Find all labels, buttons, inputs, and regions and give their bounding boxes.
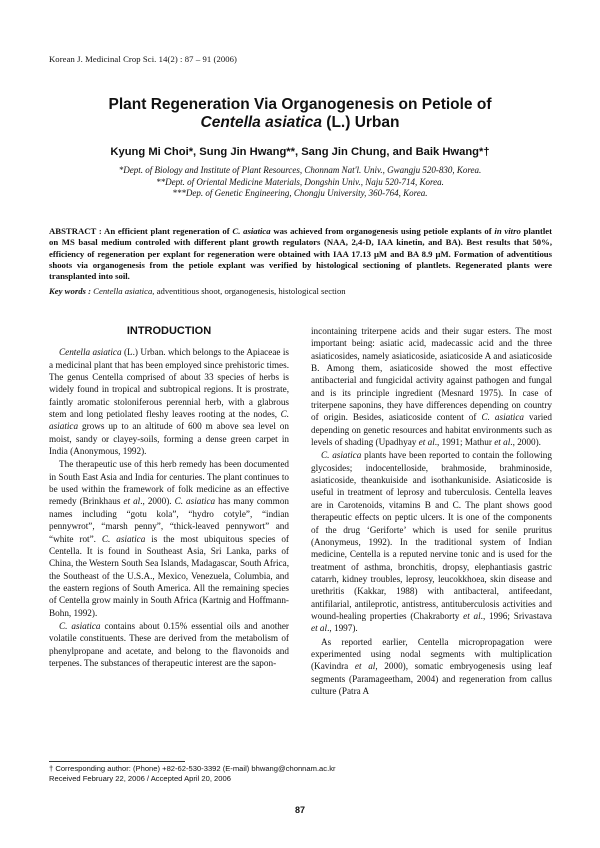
title-authority: (L.) Urban bbox=[321, 114, 400, 131]
p1-species-2: C. asiatica bbox=[49, 409, 289, 432]
p1-species: Centella asiatica bbox=[59, 347, 122, 358]
footnote-rule bbox=[49, 761, 185, 762]
keywords-species: Centella asiatica bbox=[93, 286, 153, 296]
affiliations bbox=[40, 165, 560, 200]
page-number: 87 bbox=[294, 805, 305, 815]
keywords bbox=[49, 286, 552, 296]
left-column bbox=[49, 325, 289, 669]
author-list: Kyung Mi Choi*, Sung Jin Hwang**, Sang Jin Chung, and Baik Hwang*† bbox=[110, 146, 490, 158]
received-dates: Received February 22, 2006 / Accepted April 20, 2006 bbox=[49, 774, 231, 783]
abstract-text-3: plantlet on MS basal medium controled with different plant growth regulators (NAA, 2,4-D, IAA kinetin, and BA). Best results that 50%, efficiency of regeneration per explant for regeneration were obtained with IAA 17.13 μM and BA 8.9 μM. Formation of adventitious shoots via organogenesis from the petiole explant was verified by histological sectioning of plantlets. Regenerated plants were transplanted into soil. bbox=[49, 226, 553, 282]
p3-species: C. asiatica bbox=[59, 620, 101, 631]
p1-text-b: (L.) Urban. which belongs to the Apiaceae is a medicinal plant that has been employed since prehistoric times. The genus Centella comprised of about 33 species of herbs is widely found in tropical and subtropical regions. It is prostrate, faintly aromatic stoloniferous perennial herb, with a glabrous stem and long petiolated fleshy leaves rooting at the nodes, bbox=[49, 347, 289, 420]
affiliation-1: *Dept. of Biology and Institute of Plant Resources, Chonnam Nat'l. Univ., Gwangju 520-830, Korea. bbox=[118, 165, 482, 175]
p3-text-d: varied depending on genetic resources and habitat environments such as levels of shading (Upadhyay bbox=[311, 412, 552, 448]
p4-text-b: plants have been reported to contain the following glycosides; indocentelloside, brahmoside, brahminoside, asiaticoside, theankuiside and isothankuniside. Asiaticoside is useful in treatment of leprosy and tuberculosis. Centella leaves are in Carotenoids, vitamins B and C. The plant shows good therapeutic effects on peptic ulcers. It is one of the components of the drug ‘Geriforte’ which is used for senile pruritus (Anonymeus, 1992). In the traditional system of Indian medicine, Centella is a reputed nervine tonic and is used for the treatment of asthma, bronchitis, dropsy, elephantiasis gastric catarrh, kidney troubles, leprosy, leucokkhoea, skin disease and urethritis (Kakkar, 1988) with antibacteral, antifeedant, antifilarial, antileprotic, antistress, antituberculosis activities and wound-healing properties (Chakraborty bbox=[311, 450, 552, 621]
p1-text-d: grows up to an altitude of 600 m above sea level on moist, sandy or clayey-soils, forming a dense green carpet in India (Anonymous, 1992). bbox=[49, 421, 289, 457]
p3-text-f: ., 1991; Mathur bbox=[434, 437, 495, 448]
p2-species: C. asiatica bbox=[174, 496, 216, 507]
keywords-rest: , adventitious shoot, organogenesis, histological section bbox=[152, 286, 346, 296]
abstract-species: C. asiatica bbox=[232, 226, 271, 236]
p2-text-e: has many common names including “gotu kola”, “hydro cotyle”, “indian pennywrot”, “marsh penny”, “thick-leaved pennywort” and “white rot”. bbox=[49, 496, 290, 544]
p4-etal: et al bbox=[463, 610, 481, 621]
p5-text-c: , 2000), somatic embryogenesis using leaf segments (Paramageetham, 2004) and regeneration from callus culture (Patra A bbox=[311, 661, 552, 696]
abstract-text-1: An efficient plant regeneration of bbox=[104, 226, 233, 236]
p2-text-g: is the most ubiquitous species of Centella. It is found in Southeast Asia, Sri Lanka, parks of China, the Western South Sea Islands, Madagascar, South Africa, the Southeast of the U.S.A., Mexico, Venezuela, Columbia, and the eastern regions of South America. All the remaining species of Centella grow mainly in South Africa (Kartnig and Hoffmann-Bohn, 1992). bbox=[49, 533, 289, 618]
p3-etal: et al bbox=[418, 437, 435, 448]
article-title bbox=[40, 96, 560, 132]
p3-species-2: C. asiatica bbox=[481, 412, 524, 423]
p2-species-2: C. asiatica bbox=[101, 533, 146, 544]
intro-paragraph-5 bbox=[311, 636, 552, 698]
p5-text-a: As reported earlier, Centella micropropagation were experimented using nodal segments with multiplication (Kavindra bbox=[311, 636, 552, 672]
abstract-text-2: was achieved from organogenesis using petiole explants of bbox=[270, 226, 495, 236]
p2-etal: et al bbox=[123, 496, 141, 507]
intro-paragraph-3-cont bbox=[311, 325, 552, 448]
p3-etal-2: et al bbox=[494, 437, 511, 448]
right-column bbox=[311, 325, 552, 697]
abstract-invitro: in vitro bbox=[494, 226, 521, 236]
intro-paragraph-2 bbox=[49, 458, 289, 618]
corresponding-author-note: † Corresponding author: (Phone) +82-62-530-3392 (E-mail) bhwang@chonnam.ac.kr bbox=[49, 764, 336, 773]
intro-paragraph-3 bbox=[49, 620, 289, 669]
p2-text-a: The therapeutic use of this herb remedy has been documented in South East Asia and India for centuries. The plant continues to be used within the framework of folk medicine as an effective remedy (Brinkhaus bbox=[49, 459, 289, 507]
affiliation-3: ***Dep. of Genetic Engineering, Chongju University, 360-764, Korea. bbox=[172, 188, 428, 199]
p3-text-b: contains about 0.15% essential oils and another volatile constituents. These are derived from the metabolism of phenylpropane and acetate, and belong to the flavonoids and terpenes. The substances of therapeutic interest are the sapon- bbox=[49, 620, 289, 668]
intro-paragraph-1 bbox=[49, 346, 289, 457]
abstract-label: ABSTRACT : bbox=[49, 226, 105, 236]
title-species: Centella asiatica bbox=[200, 114, 322, 131]
abstract bbox=[49, 226, 552, 282]
intro-paragraph-4 bbox=[311, 449, 552, 634]
p4-text-f: ., 1997). bbox=[327, 623, 358, 634]
title-line-2 bbox=[40, 114, 560, 132]
p4-text-d: ., 1996; Srivastava bbox=[480, 610, 552, 621]
p2-text-c: ., 2000). bbox=[140, 496, 175, 507]
p3-text-h: ., 2000). bbox=[510, 437, 541, 448]
footnotes bbox=[49, 764, 552, 784]
p4-species: C. asiatica bbox=[321, 450, 362, 461]
section-heading-introduction: INTRODUCTION bbox=[126, 325, 212, 337]
keywords-label: Key words : bbox=[49, 286, 94, 296]
p3-cont: incontaining triterpene acids and their sugar esters. The most important being: asiatic acid, madecassic acid and the three asiaticosides, namely asiaticoside, asiaticoside A and asiaticoside B. Among them, asiaticoside showed the most effective antibacterial and fungicidal activity against pathogen and fungal and is its principle ingredient (Mesnard 1975). In case of triterpene saponins, they have differences depending on country of origin. Besides, asiaticoside content of bbox=[311, 326, 552, 423]
p5-etal: et al bbox=[354, 661, 376, 672]
affiliation-2: **Dept. of Oriental Medicine Materials, Dongshin Univ., Naju 520-714, Korea. bbox=[156, 176, 444, 187]
title-line-1: Plant Regeneration Via Organogenesis on Petiole of bbox=[108, 96, 492, 113]
journal-citation: Korean J. Medicinal Crop Sci. 14(2) : 87 – 91 (2006) bbox=[49, 54, 238, 64]
p4-etal-2: et al bbox=[311, 623, 328, 634]
